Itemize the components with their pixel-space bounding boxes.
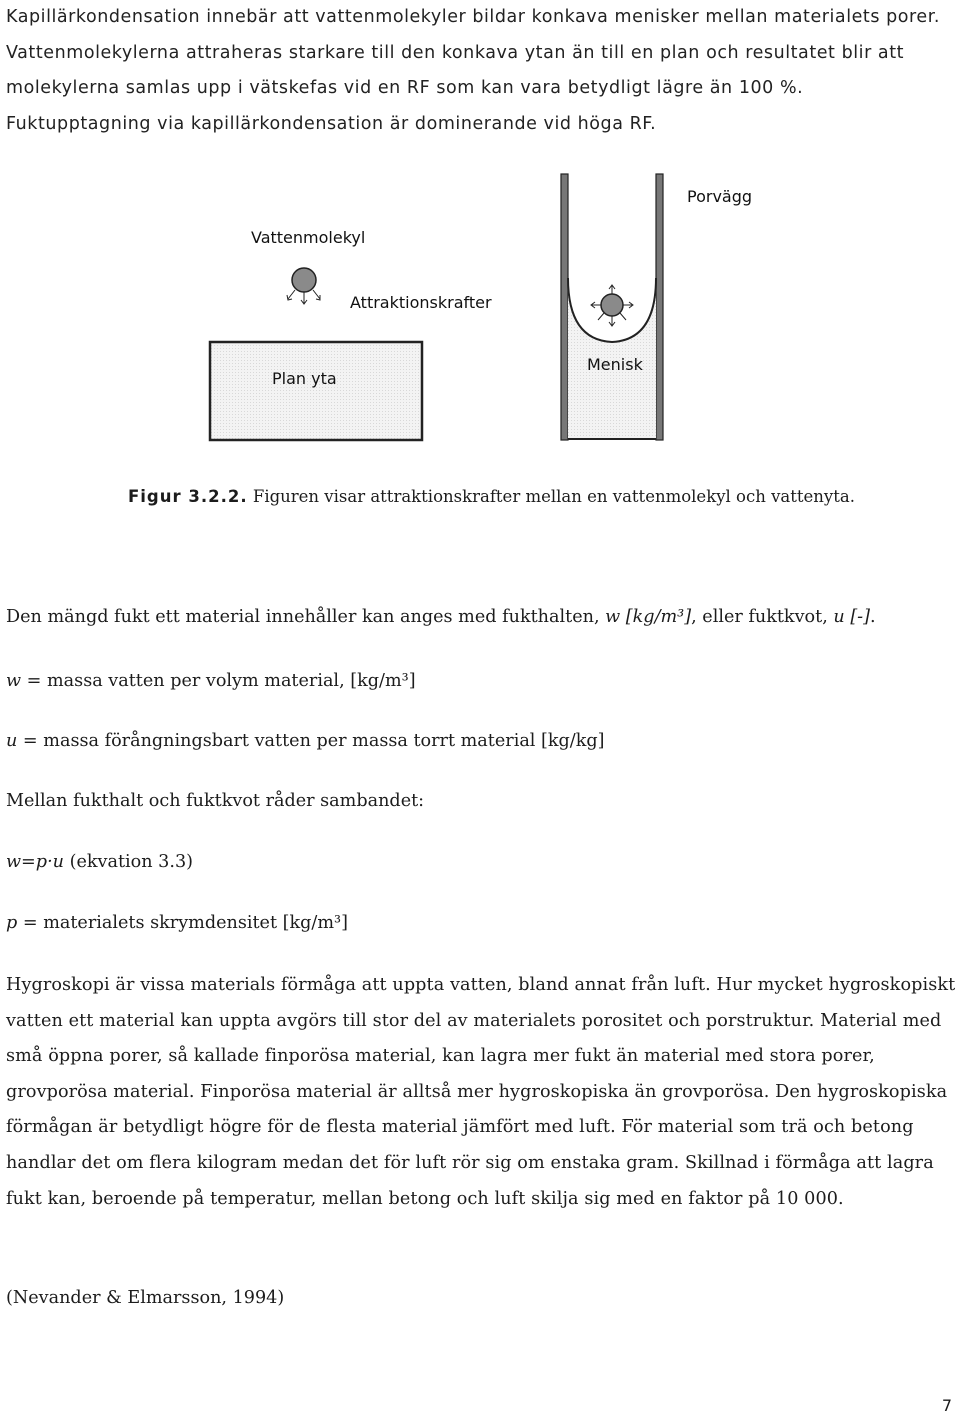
label-vattenmolekyl: Vattenmolekyl xyxy=(251,228,366,247)
reference: (Nevander & Elmarsson, 1994) xyxy=(6,1288,285,1308)
caption-text: Figuren visar attraktionskrafter mellan en vattenmolekyl och vattenyta. xyxy=(247,487,855,506)
intro-paragraph: Kapillärkondensation innebär att vattenmolekyler bildar konkava menisker mellan materialets porer. Vattenmolekylerna attraheras starkare till den konkava ytan än till en plan och resultatet blir att molekylerna samlas upp i vätskefas vid en RF som kan vara betydligt lägre än 100 %. Fuktupptagning via kapillärkondensation är dominerande vid höga RF. xyxy=(6,7,940,134)
symbol-p: p xyxy=(6,913,18,933)
definition-p-text: = materialets skrymdensitet [kg/m³] xyxy=(17,913,348,933)
definition-p xyxy=(6,913,348,933)
definition-u-text: = massa förångningsbart vatten per massa torrt material [kg/kg] xyxy=(17,731,605,751)
symbol-w: w xyxy=(6,671,22,691)
definition-u xyxy=(6,731,605,751)
capillary-figure xyxy=(175,168,753,448)
amount-line xyxy=(6,607,876,627)
label-plan-yta: Plan yta xyxy=(272,369,337,388)
caption-number: Figur 3.2.2. xyxy=(128,487,248,506)
amount-u-unit: u [-] xyxy=(833,607,870,627)
equation-label: (ekvation 3.3) xyxy=(64,852,194,872)
page-number: 7 xyxy=(941,1396,952,1415)
figure-caption xyxy=(128,487,855,506)
hygroscopy-paragraph: Hygroskopi är vissa materials förmåga att uppta vatten, bland annat från luft. Hur mycket hygroskopiskt vatten ett material kan uppta avgörs till stor del av materialets porositet och porstruktur. Material med små öppna porer, så kallade finporösa material, kan lagra mer fukt än material med stora porer, grovporösa material. Finporösa material är alltså mer hygroskopiska än grovporösa. Den hygroskopiska förmågan är betydligt högre för de flesta material jämfört med luft. För material som trä och betong handlar det om flera kilogram medan det för luft rör sig om enstaka gram. Skillnad i förmåga att lagra fukt kan, beroende på temperatur, mellan betong och luft skilja sig med en faktor på 10 000. xyxy=(6,975,956,1209)
label-menisk: Menisk xyxy=(587,355,643,374)
amount-pre: Den mängd fukt ett material innehåller kan anges med fukthalten, xyxy=(6,607,606,627)
water-molecule-meniscus xyxy=(591,285,633,326)
relation-intro: Mellan fukthalt och fuktkvot råder sambandet: xyxy=(6,791,425,811)
symbol-u: u xyxy=(6,731,18,751)
amount-post: . xyxy=(870,607,876,627)
equation-formula: w=p·u xyxy=(6,852,64,872)
water-molecule-plane xyxy=(287,268,320,304)
label-porvagg: Porvägg xyxy=(687,187,753,206)
equation-line xyxy=(6,852,193,872)
amount-w-unit: w [kg/m³] xyxy=(605,607,692,627)
amount-mid: , eller fuktkvot, xyxy=(691,607,834,627)
definition-w-text: = massa vatten per volym material, [kg/m³] xyxy=(21,671,416,691)
plane-surface-box xyxy=(210,342,422,440)
label-attraktionskrafter: Attraktionskrafter xyxy=(350,293,492,312)
definition-w xyxy=(6,671,416,691)
